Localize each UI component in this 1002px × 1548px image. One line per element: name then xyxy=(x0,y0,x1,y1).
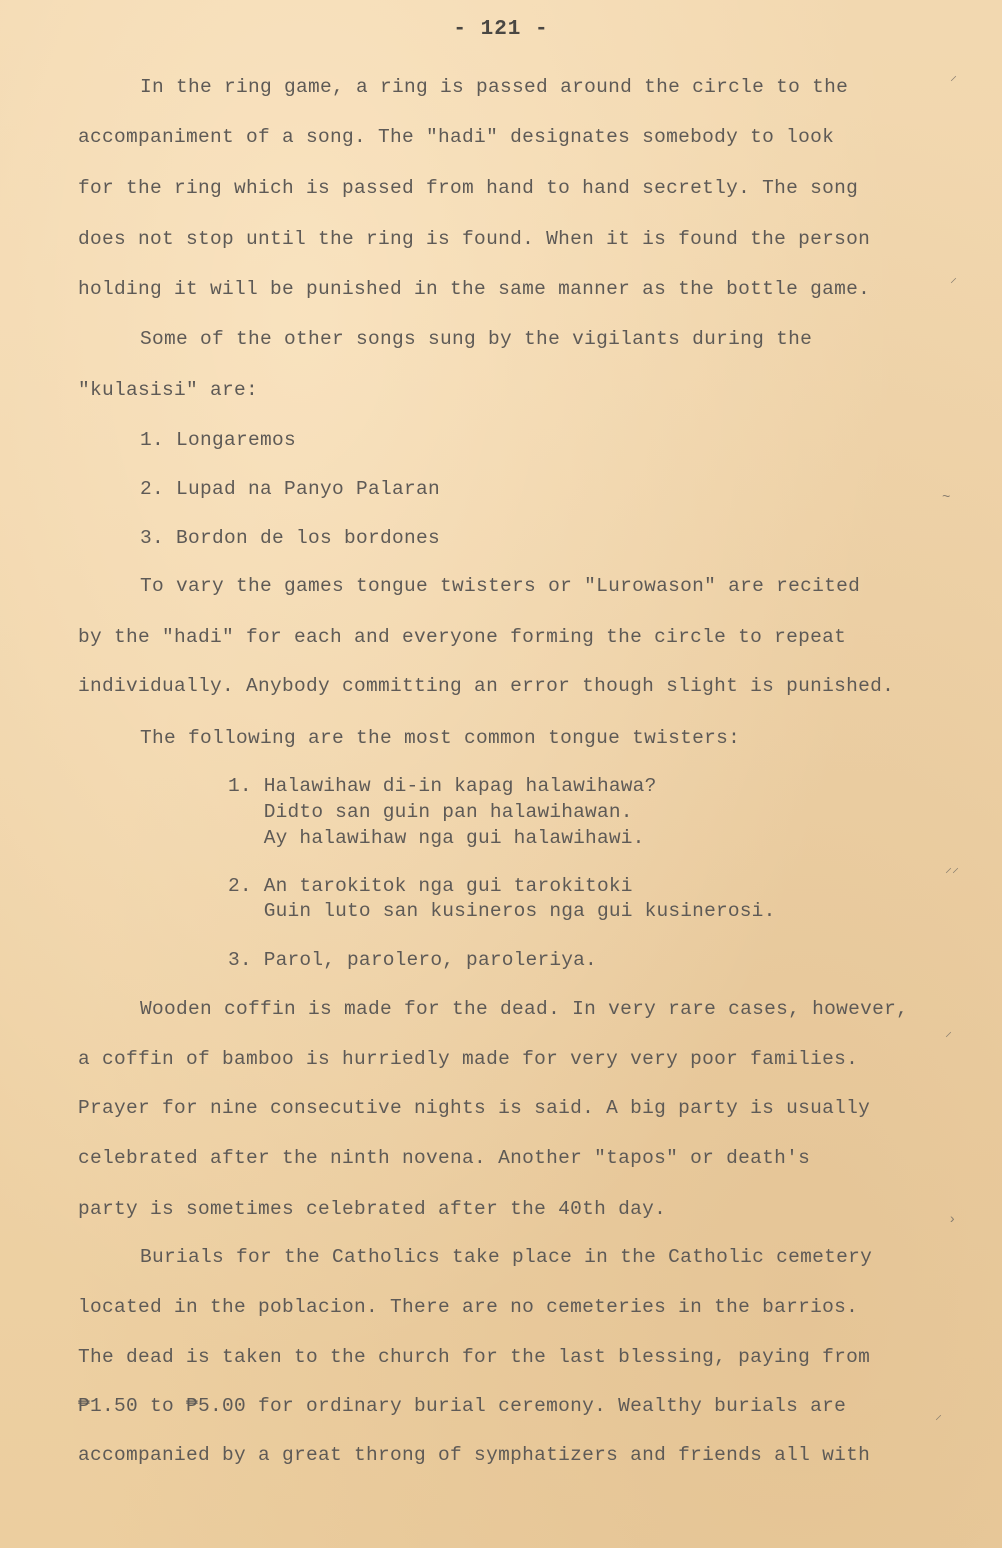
ring-game-line-3: for the ring which is passed from hand to hand secretly. The song xyxy=(78,177,859,199)
twister-1-line-3: Ay halawihaw nga gui halawihawi. xyxy=(228,827,645,849)
song-item-2: 2. Lupad na Panyo Palaran xyxy=(140,478,441,500)
burials-line-1: Burials for the Catholics take place in the Catholic cemetery xyxy=(140,1246,873,1268)
margin-mark: ⸝ xyxy=(950,271,957,287)
margin-mark: ⸝ xyxy=(945,1025,952,1041)
burials-line-5: accompanied by a great throng of symphatizers and friends all with xyxy=(78,1444,871,1466)
song-item-1: 1. Longaremos xyxy=(140,429,297,451)
twister-1-line-1: 1. Halawihaw di-in kapag halawihawa? xyxy=(228,775,657,797)
page-number: - 121 - xyxy=(453,18,549,41)
margin-mark: ⸝ xyxy=(950,69,957,85)
twisters-line-3: individually. Anybody committing an error though slight is punished. xyxy=(78,675,895,697)
twisters-line-2: by the "hadi" for each and everyone forming the circle to repeat xyxy=(78,626,847,648)
margin-mark: › xyxy=(948,1212,957,1228)
burials-line-2: located in the poblacion. There are no cemeteries in the barrios. xyxy=(78,1296,859,1318)
coffin-line-1: Wooden coffin is made for the dead. In very rare cases, however, xyxy=(140,998,909,1020)
songs-line-1: Some of the other songs sung by the vigilants during the xyxy=(140,328,813,350)
coffin-line-3: Prayer for nine consecutive nights is said. A big party is usually xyxy=(78,1097,871,1119)
margin-mark: ⸝⸝ xyxy=(945,861,959,877)
twister-1-line-2: Didto san guin pan halawihawan. xyxy=(228,801,633,823)
burials-line-4: ₱1.50 to ₱5.00 for ordinary burial ceremony. Wealthy burials are xyxy=(78,1395,847,1417)
margin-mark: ⸝ xyxy=(935,1408,942,1424)
ring-game-line-5: holding it will be punished in the same manner as the bottle game. xyxy=(78,278,871,300)
ring-game-line-2: accompaniment of a song. The "hadi" designates somebody to look xyxy=(78,126,835,148)
twister-2-line-1: 2. An tarokitok nga gui tarokitoki xyxy=(228,875,633,897)
burials-line-3: The dead is taken to the church for the last blessing, paying from xyxy=(78,1346,871,1368)
ring-game-line-1: In the ring game, a ring is passed around the circle to the xyxy=(140,76,849,98)
twister-3-line-1: 3. Parol, parolero, paroleriya. xyxy=(228,949,597,971)
songs-line-2: "kulasisi" are: xyxy=(78,379,259,401)
song-item-3: 3. Bordon de los bordones xyxy=(140,527,441,549)
twister-2-line-2: Guin luto san kusineros nga gui kusinerosi. xyxy=(228,900,776,922)
coffin-line-4: celebrated after the ninth novena. Another "tapos" or death's xyxy=(78,1147,811,1169)
twisters-line-1: To vary the games tongue twisters or "Lurowason" are recited xyxy=(140,575,861,597)
ring-game-line-4: does not stop until the ring is found. When it is found the person xyxy=(78,228,871,250)
twisters-intro: The following are the most common tongue twisters: xyxy=(140,727,741,749)
coffin-line-5: party is sometimes celebrated after the 40th day. xyxy=(78,1198,667,1220)
margin-mark: ~ xyxy=(942,490,951,506)
coffin-line-2: a coffin of bamboo is hurriedly made for very very poor families. xyxy=(78,1048,859,1070)
